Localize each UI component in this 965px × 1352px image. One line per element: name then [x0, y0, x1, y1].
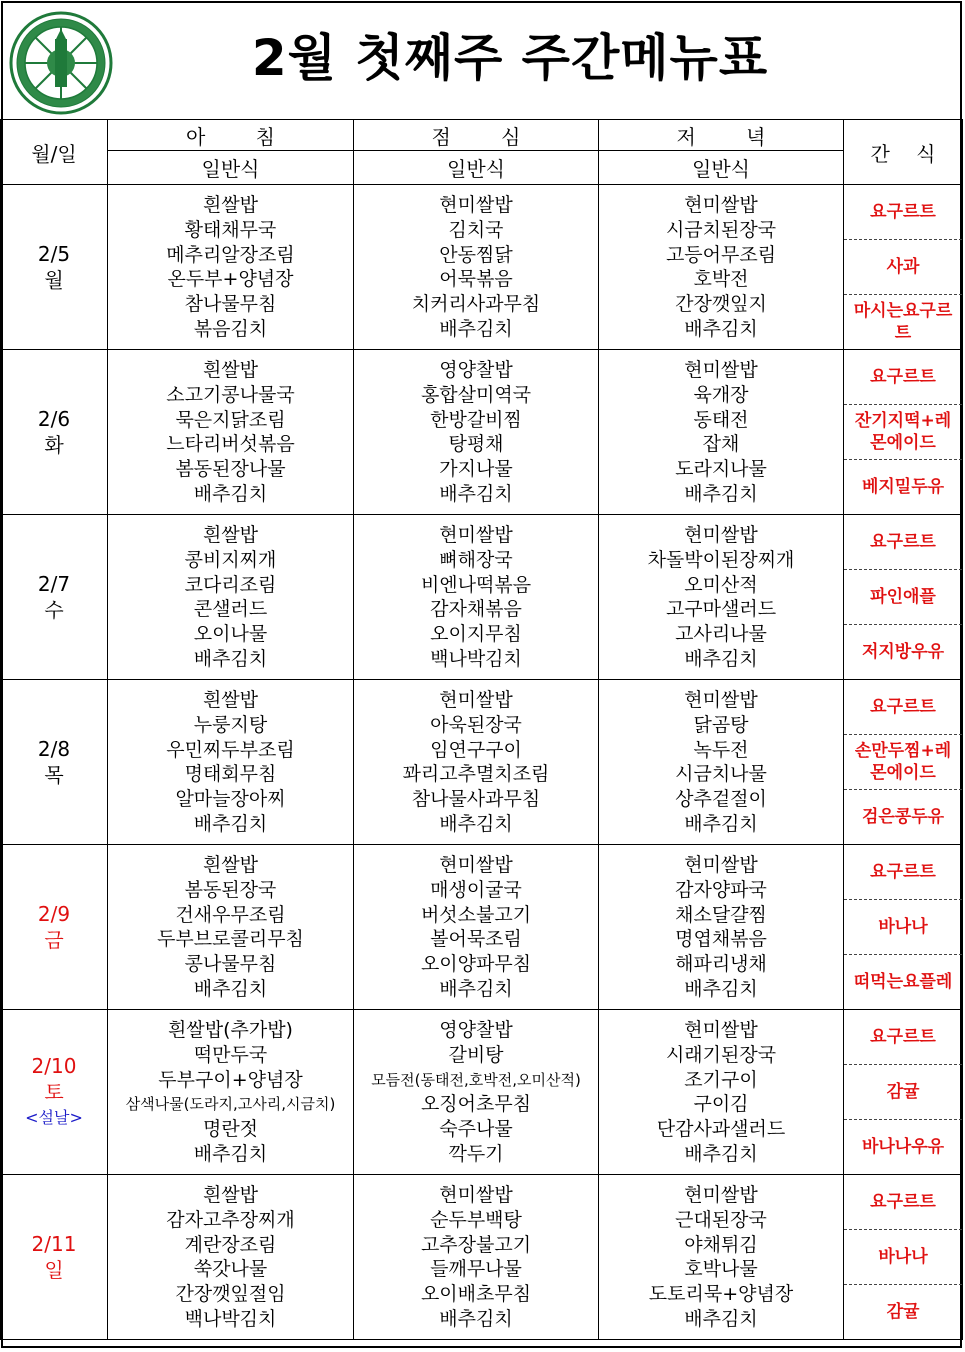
date-label: 2/8 — [37, 737, 71, 761]
dish-item: 시래기된장국 — [665, 1043, 777, 1066]
snack-list — [844, 185, 962, 349]
dish-item: 참나물사과무침 — [411, 788, 541, 811]
dish-item: 황태채무국 — [184, 218, 277, 241]
dish-item: 간장깻잎지 — [675, 293, 767, 316]
dish-item: 참나물무침 — [184, 293, 277, 316]
dish-item: 차돌박이된장찌개 — [647, 548, 795, 571]
dish-item: 배추김치 — [684, 317, 758, 340]
date-cell — [1, 845, 108, 1010]
dinner-dish-list — [599, 849, 843, 1005]
dish-item: 매생이굴국 — [430, 878, 522, 901]
breakfast-dish-list — [108, 354, 353, 510]
date-label: 2/5 — [37, 242, 71, 266]
dish-item: 고추장불고기 — [420, 1233, 532, 1256]
lunch-cell — [354, 185, 599, 350]
dish-item: 도라지나물 — [675, 458, 767, 481]
dish-item: 배추김치 — [439, 812, 513, 835]
dish-item: 오이나물 — [193, 623, 268, 646]
weekday-label: 수 — [44, 598, 64, 622]
snack-item: 사과 — [844, 239, 962, 294]
dish-item: 현미쌀밥 — [684, 854, 758, 876]
weekday-label: 목 — [44, 763, 64, 787]
day-row — [1, 1010, 963, 1175]
dish-item: 채소달걀찜 — [675, 903, 767, 926]
dish-item: 현미쌀밥 — [439, 689, 513, 711]
dish-item: 건새우무조림 — [175, 903, 286, 926]
dinner-dish-list — [599, 1179, 843, 1335]
dinner-dish-list — [599, 189, 843, 345]
snack-item: 검은콩두유 — [844, 789, 962, 844]
breakfast-cell — [108, 680, 354, 845]
dish-item: 아욱된장국 — [430, 713, 522, 736]
dish-item: 감자고추장찌개 — [166, 1208, 295, 1231]
dish-item: 해파리냉채 — [675, 953, 767, 976]
day-row — [1, 185, 963, 350]
dish-item: 콘샐러드 — [193, 598, 268, 621]
dish-item: 백나박김치 — [184, 1307, 277, 1330]
dish-item: 육개장 — [693, 383, 749, 406]
dinner-dish-list — [599, 1014, 843, 1170]
dish-item: 깍두기 — [448, 1142, 504, 1165]
dish-item: 영양찰밥 — [439, 1019, 513, 1041]
snack-cell — [844, 350, 963, 515]
snack-header: 간 식 — [844, 120, 963, 185]
breakfast-cell — [108, 1010, 354, 1175]
dish-item: 버섯소불고기 — [420, 903, 532, 926]
dish-item: 꽈리고추멸치조림 — [402, 763, 550, 786]
snack-cell — [844, 845, 963, 1010]
lunch-cell — [354, 1010, 599, 1175]
dish-item: 봄동된장국 — [184, 878, 277, 901]
date-label: 2/6 — [37, 407, 71, 431]
dinner-cell — [599, 185, 844, 350]
snack-cell — [844, 515, 963, 680]
breakfast-cell — [108, 350, 354, 515]
snack-item: 저지방우유 — [844, 624, 962, 679]
dish-item: 호박나물 — [684, 1258, 758, 1281]
lunch-dish-list — [354, 519, 598, 675]
date-cell — [1, 515, 108, 680]
snack-item: 바나나우유 — [844, 1119, 962, 1174]
snack-cell — [844, 185, 963, 350]
lunch-dish-list — [354, 1014, 598, 1170]
dish-item: 흰쌀밥 — [202, 854, 259, 876]
weekday-label: 일 — [44, 1258, 64, 1282]
dish-item: 배추김치 — [684, 482, 758, 505]
snack-item: 잔기지떡+레몬에이드 — [844, 404, 962, 459]
date-cell — [1, 1010, 108, 1175]
dish-item: 갈비탕 — [448, 1043, 504, 1066]
lunch-dish-list — [354, 1179, 598, 1335]
dish-item: 배추김치 — [439, 482, 513, 505]
breakfast-dish-list — [108, 684, 353, 840]
dish-item: 흰쌀밥 — [202, 194, 259, 216]
dish-item: 볶음김치 — [193, 317, 268, 340]
dish-item: 묵은지닭조림 — [175, 408, 286, 431]
dish-item: 명란젓 — [202, 1118, 259, 1141]
dish-item: 백나박김치 — [430, 647, 522, 670]
breakfast-cell — [108, 1175, 354, 1340]
dish-item: 배추김치 — [193, 647, 268, 670]
day-rows — [1, 185, 963, 1340]
day-row — [1, 1175, 963, 1340]
dish-item: 흰쌀밥 — [202, 524, 259, 546]
dish-item: 오이양파무침 — [420, 953, 532, 976]
dish-item: 안동찜닭 — [439, 243, 513, 266]
page-title: 2월 첫째주 주간메뉴표 — [251, 29, 769, 87]
lunch-dish-list — [354, 684, 598, 840]
date-cell — [1, 350, 108, 515]
dish-item: 배추김치 — [193, 812, 268, 835]
dish-item: 단감사과샐러드 — [656, 1118, 786, 1141]
dish-item: 도토리묵+양념장 — [648, 1283, 794, 1306]
snack-item: 요구르트 — [870, 1027, 936, 1047]
dish-item: 코다리조림 — [184, 573, 277, 596]
dish-item: 명태회무침 — [184, 763, 277, 786]
holiday-label: <설날> — [25, 1108, 83, 1127]
dish-item: 들깨무나물 — [430, 1258, 522, 1281]
lunch-dish-list — [354, 849, 598, 1005]
dish-item: 동태전 — [693, 408, 749, 431]
snack-item: 파인애플 — [844, 569, 962, 624]
lunch-cell — [354, 680, 599, 845]
dish-item: 우민찌두부조림 — [166, 738, 295, 761]
dish-item: 봄동된장나물 — [175, 458, 286, 481]
dinner-dish-list — [599, 354, 843, 510]
dish-item: 누룽지탕 — [193, 713, 268, 736]
dish-item: 떡만두국 — [193, 1043, 268, 1066]
breakfast-dish-list — [108, 1179, 353, 1335]
dish-item: 숙주나물 — [439, 1118, 513, 1141]
lunch-cell — [354, 350, 599, 515]
breakfast-diet-type: 일반식 — [108, 151, 354, 185]
dish-item: 삼색나물(도라지,고사리,시금치) — [125, 1095, 336, 1114]
weekday-label: 금 — [44, 928, 64, 952]
snack-item: 요구르트 — [870, 862, 936, 882]
dish-item: 콩비지찌개 — [184, 548, 277, 571]
dish-item: 두부구이+양념장 — [158, 1068, 303, 1091]
date-column-header: 월/일 — [1, 120, 108, 185]
day-row — [1, 350, 963, 515]
snack-list — [844, 1010, 962, 1174]
dish-item: 닭곰탕 — [693, 713, 749, 736]
snack-item: 바나나 — [844, 899, 962, 954]
dish-item: 구이김 — [693, 1093, 749, 1116]
lunch-cell — [354, 1175, 599, 1340]
lunch-dish-list — [354, 189, 598, 345]
day-row — [1, 845, 963, 1010]
snack-list — [844, 845, 962, 1009]
dish-item: 현미쌀밥 — [684, 689, 758, 711]
dish-item: 상추겉절이 — [675, 788, 767, 811]
breakfast-dish-list — [108, 519, 353, 675]
snack-list — [844, 680, 962, 844]
dinner-cell — [599, 845, 844, 1010]
dish-item: 배추김치 — [439, 1307, 513, 1330]
dish-item: 배추김치 — [684, 647, 758, 670]
dish-item: 시금치나물 — [675, 763, 767, 786]
dish-item: 흰쌀밥(추가밥) — [168, 1019, 293, 1041]
institution-emblem-icon — [9, 11, 113, 115]
dish-item: 배추김치 — [684, 812, 758, 835]
snack-item: 손만두찜+레몬에이드 — [844, 734, 962, 789]
dish-item: 배추김치 — [439, 977, 513, 1000]
weekday-label: 토 — [44, 1080, 64, 1104]
breakfast-dish-list — [108, 189, 353, 345]
dish-item: 오이지무침 — [430, 623, 522, 646]
dish-item: 한방갈비찜 — [430, 408, 522, 431]
snack-item: 감귤 — [844, 1064, 962, 1119]
dish-item: 배추김치 — [193, 482, 268, 505]
day-row — [1, 515, 963, 680]
dish-item: 메추리알장조림 — [166, 243, 295, 266]
snack-item: 요구르트 — [870, 1192, 936, 1212]
dish-item: 임연구구이 — [430, 738, 522, 761]
breakfast-dish-list — [108, 1014, 353, 1170]
dish-item: 호박전 — [693, 268, 749, 291]
date-cell — [1, 1175, 108, 1340]
dish-item: 탕평채 — [448, 433, 504, 456]
dish-item: 쑥갓나물 — [193, 1258, 268, 1281]
dinner-cell — [599, 1010, 844, 1175]
weekday-label: 화 — [44, 433, 64, 457]
dish-item: 간장깻잎절임 — [175, 1283, 286, 1306]
weekly-menu-table — [0, 119, 963, 1340]
dish-item: 야채튀김 — [684, 1233, 758, 1256]
dinner-cell — [599, 1175, 844, 1340]
snack-item: 요구르트 — [870, 697, 936, 717]
dish-item: 영양찰밥 — [439, 359, 513, 381]
dish-item: 모듬전(동태전,호박전,오미산적) — [371, 1070, 581, 1089]
dish-item: 배추김치 — [684, 1142, 758, 1165]
dish-item: 온두부+양념장 — [167, 268, 294, 291]
dish-item: 감자양파국 — [675, 878, 767, 901]
dish-item: 현미쌀밥 — [439, 1184, 513, 1206]
day-row — [1, 680, 963, 845]
dish-item: 홍합살미역국 — [420, 383, 532, 406]
dish-item: 배추김치 — [439, 317, 513, 340]
breakfast-dish-list — [108, 849, 353, 1005]
dish-item: 흰쌀밥 — [202, 1184, 259, 1206]
dish-item: 흰쌀밥 — [202, 689, 259, 711]
header — [0, 0, 961, 118]
weekday-label: 월 — [44, 268, 64, 292]
snack-item: 마시는요구르트 — [844, 294, 962, 349]
dish-item: 두부브로콜리무침 — [157, 928, 304, 951]
dish-item: 조기구이 — [684, 1068, 758, 1091]
dinner-cell — [599, 680, 844, 845]
dish-item: 시금치된장국 — [665, 218, 777, 241]
lunch-dish-list — [354, 354, 598, 510]
snack-item: 베지밀두유 — [844, 459, 962, 514]
lunch-cell — [354, 515, 599, 680]
lunch-header: 점 심 — [354, 120, 599, 151]
dish-item: 뼈해장국 — [439, 548, 513, 571]
snack-cell — [844, 1175, 963, 1340]
dish-item: 잡채 — [702, 433, 740, 456]
date-cell — [1, 185, 108, 350]
dish-item: 흰쌀밥 — [202, 359, 259, 381]
header-row-meals — [1, 120, 963, 151]
dinner-cell — [599, 350, 844, 515]
dish-item: 배추김치 — [193, 1142, 268, 1165]
dish-item: 명엽채볶음 — [675, 928, 767, 951]
dish-item: 현미쌀밥 — [439, 854, 513, 876]
dish-item: 어묵볶음 — [439, 268, 513, 291]
date-label: 2/10 — [31, 1054, 77, 1078]
dish-item: 오징어초무침 — [420, 1093, 532, 1116]
dish-item: 소고기콩나물국 — [166, 383, 295, 406]
dish-item: 현미쌀밥 — [684, 1019, 758, 1041]
dish-item: 현미쌀밥 — [684, 1184, 758, 1206]
dish-item: 현미쌀밥 — [684, 194, 758, 216]
breakfast-cell — [108, 185, 354, 350]
dish-item: 볼어묵조림 — [430, 928, 522, 951]
date-label: 2/7 — [37, 572, 71, 596]
dish-item: 가지나물 — [439, 458, 513, 481]
dinner-dish-list — [599, 684, 843, 840]
dish-item: 치커리사과무침 — [411, 293, 541, 316]
snack-item: 감귤 — [844, 1284, 962, 1339]
dish-item: 현미쌀밥 — [684, 359, 758, 381]
date-label: 2/9 — [37, 902, 71, 926]
dish-item: 콩나물무침 — [184, 953, 277, 976]
dinner-dish-list — [599, 519, 843, 675]
dish-item: 알마늘장아찌 — [175, 788, 286, 811]
breakfast-header: 아 침 — [108, 120, 354, 151]
snack-cell — [844, 680, 963, 845]
dish-item: 고등어무조림 — [665, 243, 777, 266]
dish-item: 배추김치 — [193, 977, 268, 1000]
date-label: 2/11 — [31, 1232, 77, 1256]
dish-item: 비엔나떡볶음 — [420, 573, 532, 596]
lunch-cell — [354, 845, 599, 1010]
lunch-diet-type: 일반식 — [354, 151, 599, 185]
dish-item: 현미쌀밥 — [684, 524, 758, 546]
breakfast-cell — [108, 845, 354, 1010]
snack-list — [844, 1175, 962, 1339]
dinner-cell — [599, 515, 844, 680]
snack-cell — [844, 1010, 963, 1175]
dish-item: 고사리나물 — [675, 623, 767, 646]
dish-item: 느타리버섯볶음 — [166, 433, 295, 456]
dinner-header: 저 녁 — [599, 120, 844, 151]
breakfast-cell — [108, 515, 354, 680]
dish-item: 녹두전 — [693, 738, 749, 761]
dinner-diet-type: 일반식 — [599, 151, 844, 185]
dish-item: 오미산적 — [684, 573, 758, 596]
dish-item: 감자채볶음 — [430, 598, 522, 621]
dish-item: 순두부백탕 — [430, 1208, 522, 1231]
snack-item: 떠먹는요플레 — [844, 954, 962, 1009]
dish-item: 배추김치 — [684, 1307, 758, 1330]
snack-item: 바나나 — [844, 1229, 962, 1284]
snack-item: 요구르트 — [870, 367, 936, 387]
snack-list — [844, 350, 962, 514]
dish-item: 배추김치 — [684, 977, 758, 1000]
dish-item: 김치국 — [448, 218, 504, 241]
snack-item: 요구르트 — [870, 532, 936, 552]
date-cell — [1, 680, 108, 845]
snack-item: 요구르트 — [870, 202, 936, 222]
header-row-diet — [1, 151, 963, 185]
dish-item: 근대된장국 — [675, 1208, 767, 1231]
dish-item: 계란장조림 — [184, 1233, 277, 1256]
snack-list — [844, 515, 962, 679]
dish-item: 현미쌀밥 — [439, 194, 513, 216]
dish-item: 오이배초무침 — [420, 1283, 532, 1306]
dish-item: 현미쌀밥 — [439, 524, 513, 546]
dish-item: 고구마샐러드 — [665, 598, 777, 621]
